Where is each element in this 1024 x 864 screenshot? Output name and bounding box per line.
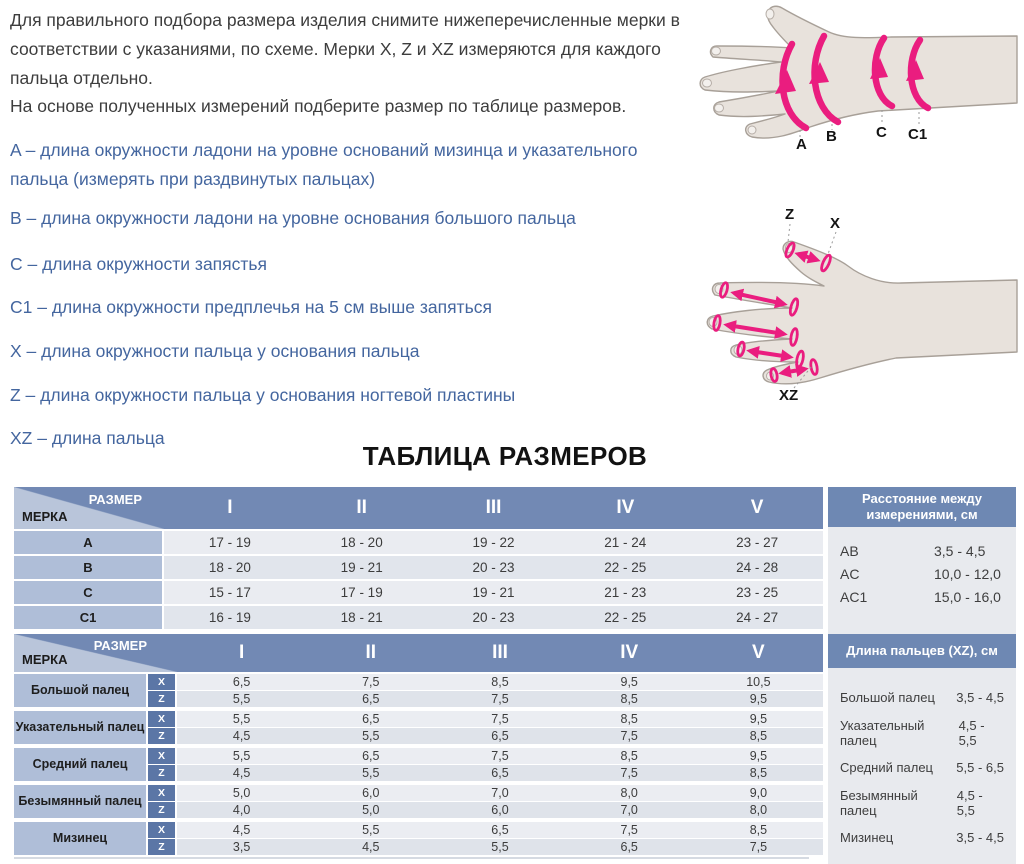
finger-x-cell: 7,5 <box>435 711 564 727</box>
finger-z-cell: 8,5 <box>694 728 823 744</box>
finger-length-value: 5,5 - 6,5 <box>956 760 1004 775</box>
finger-z-cell: 4,0 <box>177 802 306 818</box>
finger-z-cell: 5,5 <box>177 691 306 707</box>
size-value-cell: 20 - 23 <box>428 606 560 629</box>
z-measure-badge: Z <box>148 728 175 744</box>
finger-x-cell: 9,5 <box>694 711 823 727</box>
distance-panel-body <box>828 527 1016 641</box>
finger-x-cell: 6,5 <box>177 674 306 690</box>
measurement-def-a: A – длина окружности ладони на уровне оснований мизинца и указательного пальца (измерять при раздвинутых пальцах) <box>10 140 638 189</box>
finger-group <box>14 822 823 855</box>
corner-label-merka: МЕРКА <box>22 652 68 667</box>
finger-group <box>14 785 823 818</box>
finger-measurement-diagram <box>686 190 1018 418</box>
distance-panel <box>828 487 1016 641</box>
finger-z-cell: 7,0 <box>565 802 694 818</box>
hand-silhouette <box>700 6 1017 138</box>
finger-z-cell: 5,0 <box>306 802 435 818</box>
x-measure-badge: X <box>148 785 175 801</box>
size-table-corner-cell <box>14 487 164 529</box>
finger-z-cell: 7,5 <box>565 728 694 744</box>
diagram-label-c1: C1 <box>908 126 928 143</box>
finger-x-cell: 5,5 <box>306 822 435 838</box>
x-measure-badge: X <box>148 822 175 838</box>
finger-z-cell: 8,5 <box>565 691 694 707</box>
size-value-cell: 15 - 17 <box>164 581 296 604</box>
finger-z-cell: 5,5 <box>435 839 564 855</box>
size-value-cell: 19 - 21 <box>428 581 560 604</box>
finger-x-cell: 5,5 <box>177 711 306 727</box>
corner-label-size: РАЗМЕР <box>93 638 147 653</box>
size-table-row <box>14 531 823 554</box>
finger-x-cell: 7,5 <box>565 822 694 838</box>
finger-z-cell: 4,5 <box>177 728 306 744</box>
finger-length-row <box>828 715 1016 750</box>
size-value-cell: 17 - 19 <box>164 531 296 554</box>
finger-table-corner-cell <box>14 634 177 672</box>
intro-paragraph-2: На основе полученных измерений подберите размер по таблице размеров. <box>10 96 627 116</box>
diagram-label-c: C <box>876 124 887 141</box>
size-value-cell: 18 - 21 <box>296 606 428 629</box>
x-measure-badge: X <box>148 711 175 727</box>
finger-length-value: 4,5 - 5,5 <box>956 787 983 818</box>
finger-x-cell: 6,5 <box>435 822 564 838</box>
distance-row <box>828 562 1016 585</box>
size-value-cell: 19 - 22 <box>428 531 560 554</box>
measurement-def-c: C – длина окружности запястья <box>10 254 267 274</box>
finger-name-label: Безымянный палец <box>14 785 146 818</box>
finger-size-table <box>14 634 823 859</box>
finger-z-cell: 8,5 <box>694 765 823 781</box>
size-value-cell: 24 - 27 <box>691 606 823 629</box>
finger-x-cell: 6,5 <box>306 748 435 764</box>
diagram-label-xz: XZ <box>779 387 799 404</box>
size-value-cell: 18 - 20 <box>296 531 428 554</box>
z-measure-badge: Z <box>148 765 175 781</box>
intro-paragraph: Для правильного подбора размера изделия снимите нижеперечисленные мерки в соответствии с указаниями, по схеме. Мерки X, Z и XZ измеряются для каждого пальца отдельно. <box>10 10 680 88</box>
x-measure-badge: X <box>148 748 175 764</box>
finger-x-cell: 8,5 <box>435 674 564 690</box>
size-table-row <box>14 606 823 629</box>
finger-length-label: Большой палец <box>840 690 935 705</box>
finger-x-cell: 8,5 <box>565 711 694 727</box>
finger-length-panel-title: Длина пальцев (XZ), см <box>828 634 1016 668</box>
size-value-cell: 21 - 24 <box>559 531 691 554</box>
finger-x-cell: 9,0 <box>694 785 823 801</box>
finger-z-cell: 7,5 <box>694 839 823 855</box>
finger-x-cell: 7,5 <box>306 674 435 690</box>
distance-label: AC <box>840 565 860 582</box>
finger-z-cell: 8,0 <box>694 802 823 818</box>
finger-x-cell: 8,0 <box>565 785 694 801</box>
finger-x-cell: 7,0 <box>435 785 564 801</box>
size-table <box>14 487 823 631</box>
x-measure-badge: X <box>148 674 175 690</box>
size-value-cell: 22 - 25 <box>559 556 691 579</box>
finger-x-cell: 4,5 <box>177 822 306 838</box>
size-value-cell: 17 - 19 <box>296 581 428 604</box>
size-table-title: ТАБЛИЦА РАЗМЕРОВ <box>362 441 648 471</box>
size-table-body <box>14 531 823 629</box>
finger-x-cell: 9,5 <box>565 674 694 690</box>
size-table-row <box>14 556 823 579</box>
size-value-cell: 18 - 20 <box>164 556 296 579</box>
corner-label-size: РАЗМЕР <box>88 492 142 507</box>
finger-name-label: Большой палец <box>14 674 146 707</box>
finger-length-label: Указательный палец <box>840 717 925 748</box>
finger-length-row <box>828 820 1016 855</box>
finger-group <box>14 674 823 707</box>
row-label: A <box>14 531 162 554</box>
finger-length-value: 3,5 - 4,5 <box>956 690 1004 705</box>
finger-z-cell: 4,5 <box>306 839 435 855</box>
finger-x-cell: 6,0 <box>306 785 435 801</box>
column-header-iii: III <box>485 497 502 518</box>
z-measure-badge: Z <box>148 839 175 855</box>
finger-z-cell: 6,5 <box>435 765 564 781</box>
finger-z-cell: 9,5 <box>694 691 823 707</box>
finger-name-label: Указательный палец <box>14 711 146 744</box>
distance-label: AB <box>840 542 859 559</box>
finger-x-cell: 8,5 <box>694 822 823 838</box>
distance-value: 3,5 - 4,5 <box>934 542 986 559</box>
column-header-v: V <box>752 642 765 663</box>
finger-length-label: Мизинец <box>840 830 894 845</box>
distance-value: 10,0 - 12,0 <box>934 565 1001 582</box>
diagram-label-a: A <box>796 136 807 153</box>
row-label: C1 <box>14 606 162 629</box>
distance-label: AC1 <box>840 588 868 605</box>
distance-row <box>828 539 1016 562</box>
finger-length-label: Безымянный палец <box>840 787 918 818</box>
size-table-row <box>14 581 823 604</box>
column-header-iv: IV <box>616 497 635 518</box>
size-value-cell: 20 - 23 <box>428 556 560 579</box>
measurement-def-x: X – длина окружности пальца у основания пальца <box>10 341 420 361</box>
corner-label-merka: МЕРКА <box>22 509 68 524</box>
size-value-cell: 24 - 28 <box>691 556 823 579</box>
finger-x-cell: 5,5 <box>177 748 306 764</box>
column-header-i: I <box>227 497 233 518</box>
size-value-cell: 22 - 25 <box>559 606 691 629</box>
column-header-v: V <box>750 497 764 518</box>
finger-length-panel <box>828 634 1016 864</box>
size-table-header <box>14 487 823 529</box>
finger-z-cell: 7,5 <box>565 765 694 781</box>
column-header-iii: III <box>492 642 508 663</box>
finger-length-value: 4,5 - 5,5 <box>958 717 985 748</box>
finger-group <box>14 748 823 781</box>
finger-table-header <box>14 634 823 672</box>
finger-x-cell: 8,5 <box>565 748 694 764</box>
finger-x-cell: 9,5 <box>694 748 823 764</box>
distance-row <box>828 585 1016 608</box>
finger-z-cell: 4,5 <box>177 765 306 781</box>
row-label: C <box>14 581 162 604</box>
z-measure-badge: Z <box>148 691 175 707</box>
finger-z-cell: 6,0 <box>435 802 564 818</box>
finger-z-cell: 5,5 <box>306 728 435 744</box>
diagram-label-z: Z <box>785 206 795 223</box>
finger-x-cell: 6,5 <box>306 711 435 727</box>
finger-group <box>14 711 823 744</box>
size-value-cell: 21 - 23 <box>559 581 691 604</box>
finger-length-row <box>828 785 1016 820</box>
z-measure-badge: Z <box>148 802 175 818</box>
finger-length-row <box>828 750 1016 785</box>
finger-table-body <box>14 674 823 855</box>
diagram-label-x: X <box>830 215 841 232</box>
measurement-def-z: Z – длина окружности пальца у основания ногтевой пластины <box>10 385 516 405</box>
finger-x-cell: 7,5 <box>435 748 564 764</box>
finger-length-panel-body <box>828 668 1016 864</box>
finger-z-cell: 6,5 <box>565 839 694 855</box>
table-bottom-rule <box>14 857 809 859</box>
measurement-def-xz: XZ – длина пальца <box>10 428 165 448</box>
finger-z-cell: 6,5 <box>306 691 435 707</box>
size-value-cell: 23 - 25 <box>691 581 823 604</box>
size-value-cell: 16 - 19 <box>164 606 296 629</box>
column-header-ii: II <box>365 642 377 663</box>
spread-hand-silhouette <box>707 241 1017 383</box>
column-header-i: I <box>238 642 245 663</box>
finger-z-cell: 3,5 <box>177 839 306 855</box>
size-value-cell: 19 - 21 <box>296 556 428 579</box>
diagram-label-b: B <box>826 128 837 145</box>
finger-length-value: 3,5 - 4,5 <box>956 830 1004 845</box>
finger-length-label: Средний палец <box>840 760 933 775</box>
finger-z-cell: 6,5 <box>435 728 564 744</box>
column-header-ii: II <box>356 497 367 518</box>
column-header-iv: IV <box>620 642 639 663</box>
measurement-def-b: B – длина окружности ладони на уровне основания большого пальца <box>10 208 576 228</box>
size-value-cell: 23 - 27 <box>691 531 823 554</box>
finger-x-cell: 5,0 <box>177 785 306 801</box>
finger-z-cell: 7,5 <box>435 691 564 707</box>
arm-measurement-diagram <box>686 2 1018 160</box>
finger-name-label: Мизинец <box>14 822 146 855</box>
distance-panel-title: Расстояние между измерениями, см <box>828 487 1016 527</box>
measurement-def-c1: C1 – длина окружности предплечья на 5 см выше запяться <box>10 297 492 317</box>
finger-z-cell: 5,5 <box>306 765 435 781</box>
finger-name-label: Средний палец <box>14 748 146 781</box>
finger-length-row <box>828 680 1016 715</box>
row-label: B <box>14 556 162 579</box>
finger-x-cell: 10,5 <box>694 674 823 690</box>
distance-value: 15,0 - 16,0 <box>934 588 1001 605</box>
